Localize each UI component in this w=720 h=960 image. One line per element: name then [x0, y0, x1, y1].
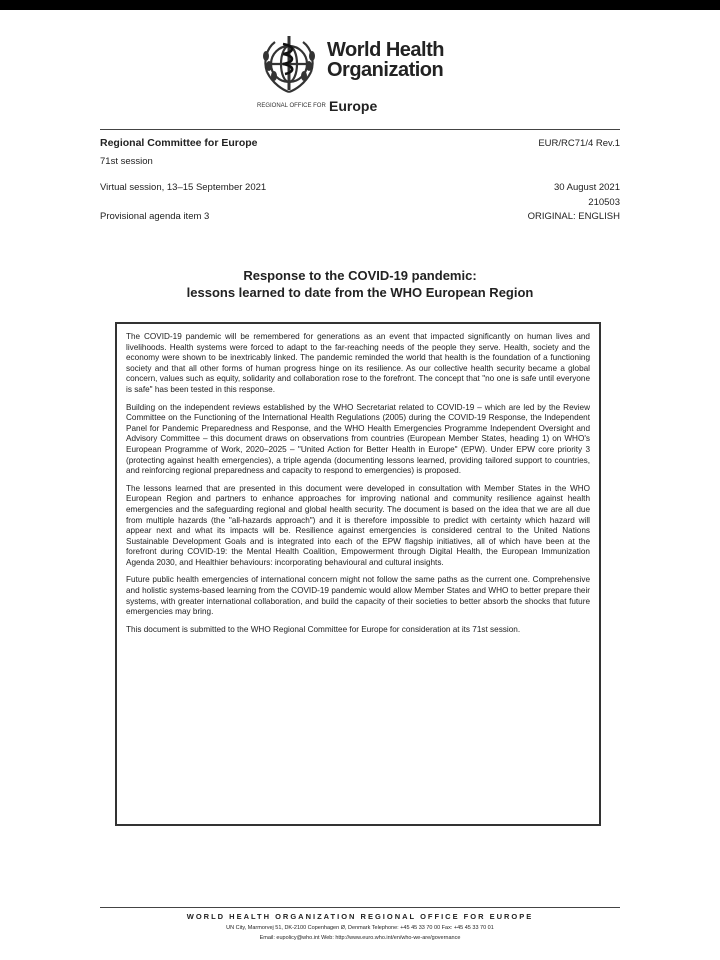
summary-paragraph: This document is submitted to the WHO Regional Committee for Europe for consideration at its 71st session. — [126, 624, 521, 634]
who-logo — [255, 30, 475, 120]
document-code: EUR/RC71/4 Rev.1 — [538, 138, 620, 149]
region-name: Europe — [329, 98, 378, 114]
document-language: ORIGINAL: ENGLISH — [527, 211, 620, 222]
session-number: 71st session — [100, 156, 153, 167]
title-line1: Response to the COVID-19 pandemic: — [243, 268, 477, 283]
document-title — [100, 267, 620, 301]
regional-office — [255, 96, 475, 114]
agenda-item: Provisional agenda item 3 — [100, 211, 210, 222]
document-date: 30 August 2021 — [553, 182, 620, 193]
header-divider — [100, 129, 620, 130]
summary-box — [115, 322, 601, 826]
summary-paragraph: The lessons learned that are presented in this document were developed in consultation with Member States in the WHO European Region and partners to enhance approaches for improving national and community resilience against health emergencies and the safeguarding regional and global health security. The document is based on the idea that we are all due from multiple hazards (the "all-hazards approach") and it is therefore impossible to predict with certainty which hazard will appear next and what its impacts will be. Resilience against emergencies is considered central to the United Nations Sustainable Development Goals and is integrated into each of the EPW flagship initiatives, all of which have been at the forefront during COVID-19: the Mental Health Coalition, Empowerment through Digital Health, the European Immunization Agenda 2030, and Healthier behaviours: incorporating behavioural and cultural insights. — [126, 483, 590, 567]
footer-divider — [100, 907, 620, 908]
summary-paragraph: Future public health emergencies of international concern might not follow the same paths as the current one. Comprehensive and holistic systems-based learning from the COVID-19 pandemic would allow Member States and WHO to better prepare their systems, with greater international collaboration, and build the capacity of their societies to better absorb the shocks that future emergencies may bring. — [126, 575, 590, 617]
footer-organization: WORLD HEALTH ORGANIZATION REGIONAL OFFICE FOR EUROPE — [186, 912, 534, 921]
who-emblem-icon — [257, 32, 321, 96]
org-name-line2: Organization — [327, 59, 444, 81]
document-number: 210503 — [588, 197, 620, 208]
footer-contact: Email: eupolicy@who.int Web: http://www.euro.who.int/en/who-we-are/governance — [259, 935, 461, 941]
committee-name: Regional Committee for Europe — [100, 137, 258, 149]
summary-paragraph: Building on the independent reviews established by the WHO Secretariat related to COVID-19 – which are led by the Review Committee on the Functioning of the International Health Regulations (2005) during the COVID-19 Response, the Independent Panel for Pandemic Preparedness and Response, and the WHO Health Emergencies Programme Independent Oversight and Advisory Committee – this document draws on observations from countries (European Member States, heading 1) on WHO's European Programme of Work, 2020–2025 – "United Action for Better Health in Europe" (EPW). Under EPW core priority 3 (protecting against health emergencies), a triple agenda (documenting lessons learned, providing tailored support to countries, and reinforcing regional preparedness and capacity to respond to emergencies) is proposed. — [126, 402, 590, 476]
footer-address: UN City, Marmorvej 51, DK-2100 Copenhagen Ø, Denmark Telephone: +45 45 33 70 00 Fax: +45 45 33 70 01 — [226, 925, 494, 931]
regional-office-label: REGIONAL OFFICE FOR — [257, 103, 326, 109]
org-name-line1: World Health — [327, 39, 444, 61]
top-black-bar — [0, 0, 720, 10]
title-line2: lessons learned to date from the WHO European Region — [186, 285, 534, 300]
summary-paragraph: The COVID-19 pandemic will be remembered for generations as an event that impacted significantly on human lives and livelihoods. Health systems were forced to adapt to the far-reaching needs of the people they serve. Health, society and the economy were shown to be inextricably linked. The pandemic reminded the world that health is the foundation of a functioning society and that all other forms of human progress hinge on its resilience. As our collective health security became a global concern, values such as equity, solidarity and collaboration rose to the forefront. The concept that "no one is safe until everyone is safe" has been tested in this response. — [126, 332, 590, 394]
organization-name — [327, 40, 444, 80]
session-dates: Virtual session, 13–15 September 2021 — [100, 182, 267, 193]
